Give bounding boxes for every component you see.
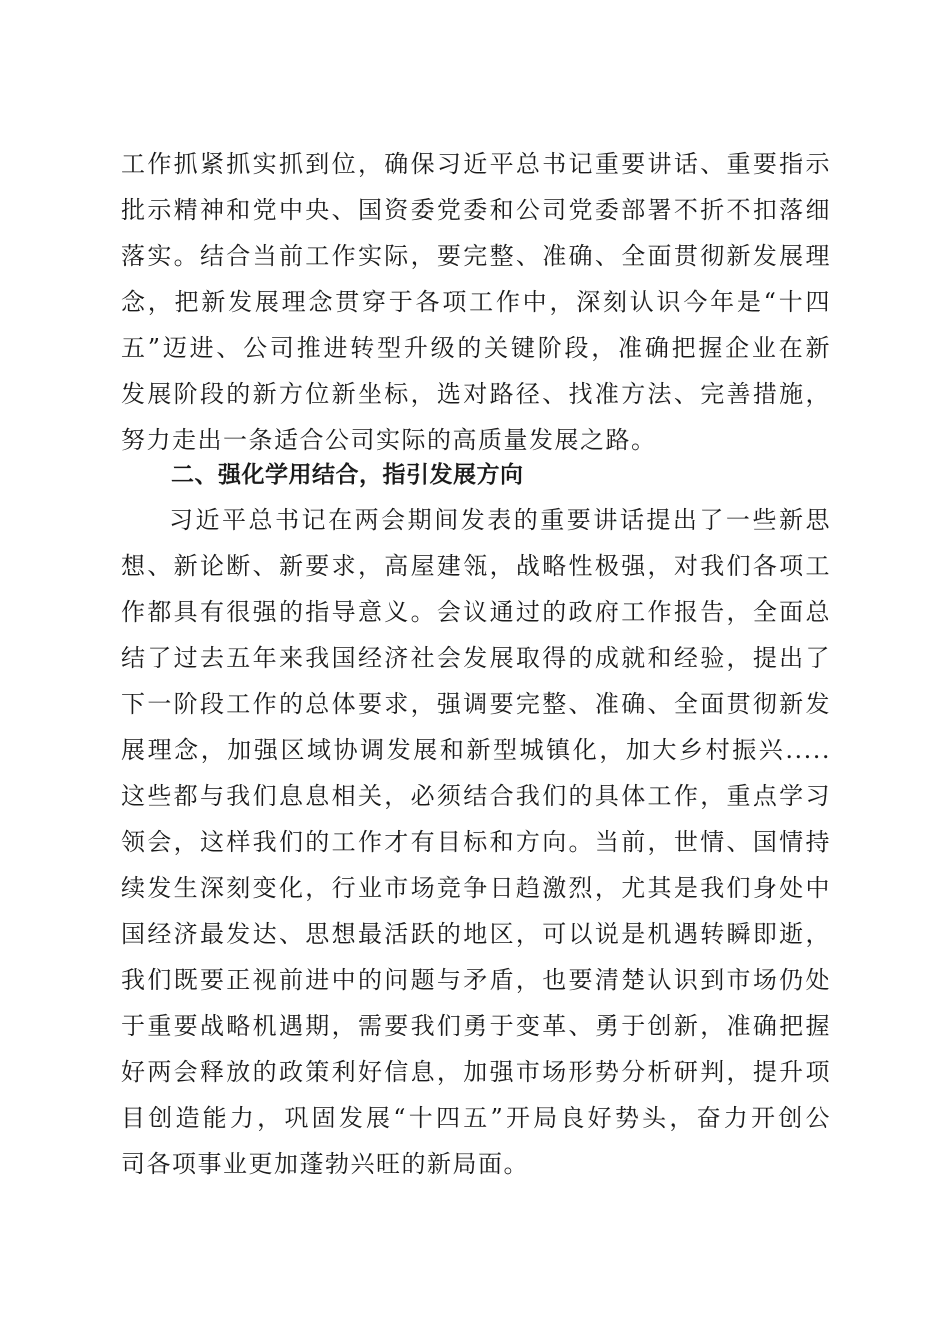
paragraph-line: 国经济最发达、思想最活跃的地区，可以说是机遇转瞬即逝， (121, 920, 831, 948)
paragraph-line: 发展阶段的新方位新坐标，选对路径、找准方法、完善措施， (121, 380, 831, 408)
paragraph-line: 续发生深刻变化，行业市场竞争日趋激烈，尤其是我们身处中 (121, 874, 831, 902)
paragraph-line: 批示精神和党中央、国资委党委和公司党委部署不折不扣落细 (121, 196, 831, 224)
paragraph-line: 想、新论断、新要求，高屋建瓴，战略性极强，对我们各项工 (121, 552, 831, 580)
paragraph-line: 目创造能力，巩固发展“十四五”开局良好势头，奋力开创公 (121, 1104, 831, 1132)
paragraph-line: 司各项事业更加蓬勃兴旺的新局面。 (121, 1150, 529, 1178)
paragraph-line: 我们既要正视前进中的问题与矛盾，也要清楚认识到市场仍处 (121, 966, 831, 994)
paragraph-line: 好两会释放的政策利好信息，加强市场形势分析研判，提升项 (121, 1058, 831, 1086)
section-heading: 二、强化学用结合，指引发展方向 (171, 462, 524, 488)
body-paragraph-2 (121, 497, 831, 1187)
paragraph-line: 展理念，加强区域协调发展和新型城镇化，加大乡村振兴..... (121, 736, 831, 764)
paragraph-line: 工作抓紧抓实抓到位，确保习近平总书记重要讲话、重要指示 (121, 150, 831, 178)
paragraph-line: 领会，这样我们的工作才有目标和方向。当前，世情、国情持 (121, 828, 831, 856)
paragraph-line: 下一阶段工作的总体要求，强调要完整、准确、全面贯彻新发 (121, 690, 831, 718)
paragraph-line: 习近平总书记在两会期间发表的重要讲话提出了一些新思 (169, 506, 831, 534)
paragraph-line: 作都具有很强的指导意义。会议通过的政府工作报告，全面总 (121, 598, 831, 626)
paragraph-line: 这些都与我们息息相关，必须结合我们的具体工作，重点学习 (121, 782, 831, 810)
paragraph-line: 努力走出一条适合公司实际的高质量发展之路。 (121, 426, 657, 454)
paragraph-line: 于重要战略机遇期，需要我们勇于变革、勇于创新，准确把握 (121, 1012, 831, 1040)
paragraph-line: 五”迈进、公司推进转型升级的关键阶段，准确把握企业在新 (121, 334, 831, 362)
paragraph-line: 结了过去五年来我国经济社会发展取得的成就和经验，提出了 (121, 644, 831, 672)
paragraph-line: 念，把新发展理念贯穿于各项工作中，深刻认识今年是“十四 (121, 288, 831, 316)
body-paragraph-1 (121, 141, 831, 463)
section-heading-block (121, 452, 831, 498)
paragraph-line: 落实。结合当前工作实际，要完整、准确、全面贯彻新发展理 (121, 242, 831, 270)
